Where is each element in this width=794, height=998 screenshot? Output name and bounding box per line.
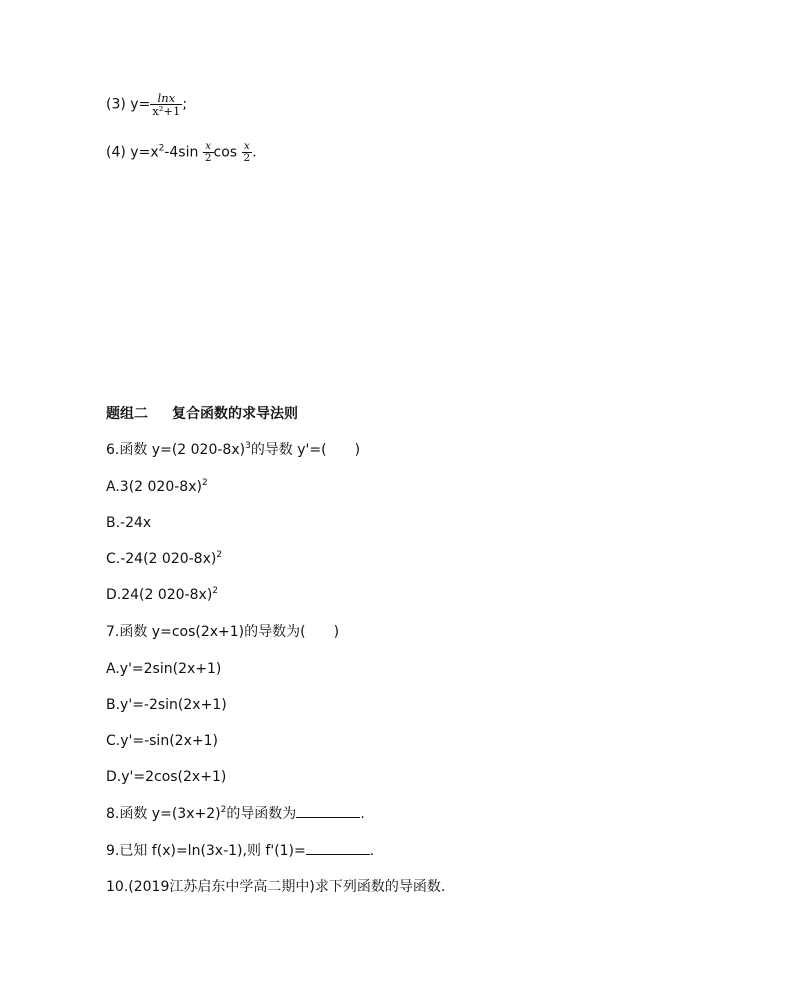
answer-blank[interactable] [296,805,360,818]
fraction: $\frac{x}{2}$ [204,140,212,164]
question-6: 6.函数 y=(2 020-8x)$^3$的导数 y'=( ) [106,441,361,458]
numerator: lnx [157,91,176,105]
question-9: 9.已知 f(x)=ln(3x-1),则 f'(1)= . [106,843,375,859]
option-7d: D.y'=2cos(2x+1) [106,769,227,785]
option-6b: B.-24x [106,515,152,531]
question-10: 10.(2019江苏启东中学高二期中)求下列函数的导函数. [106,879,446,895]
question-8: 8.函数 $y=(3x+2)^2$的导函数为 . [106,805,365,822]
answer-blank[interactable] [306,842,370,855]
item-label: (4) [106,144,126,161]
denominator: x²+1 [152,104,181,118]
option-6a: A.3(2 020-8x)$^2$ [106,478,208,495]
section-heading: 题组二 复合函数的求导法则 [106,406,298,422]
option-6c: C.-24(2 020-8x)$^2$ [106,550,223,567]
option-7c: C.y'=-sin(2x+1) [106,733,218,749]
fraction [150,92,182,117]
option-7a: A.y'=2sin(2x+1) [106,661,222,677]
question-3-part: (3) y= $\frac{\ln x}{\text{x²+1}}$ ; [106,91,188,118]
fraction: $\frac{x}{2}$ [243,140,251,164]
item-label: (3) [106,96,126,113]
question-7: 7.函数 y=cos(2x+1)的导数为( ) [106,624,340,640]
question-4-part: (4) $y=x^2-4\sin$ $\frac{x}{2}$ cos $\frac{x}{2}$ . [106,140,257,164]
option-7b: B.y'=-2sin(2x+1) [106,697,227,713]
option-6d: D.24(2 020-8x)$^2$ [106,586,219,603]
